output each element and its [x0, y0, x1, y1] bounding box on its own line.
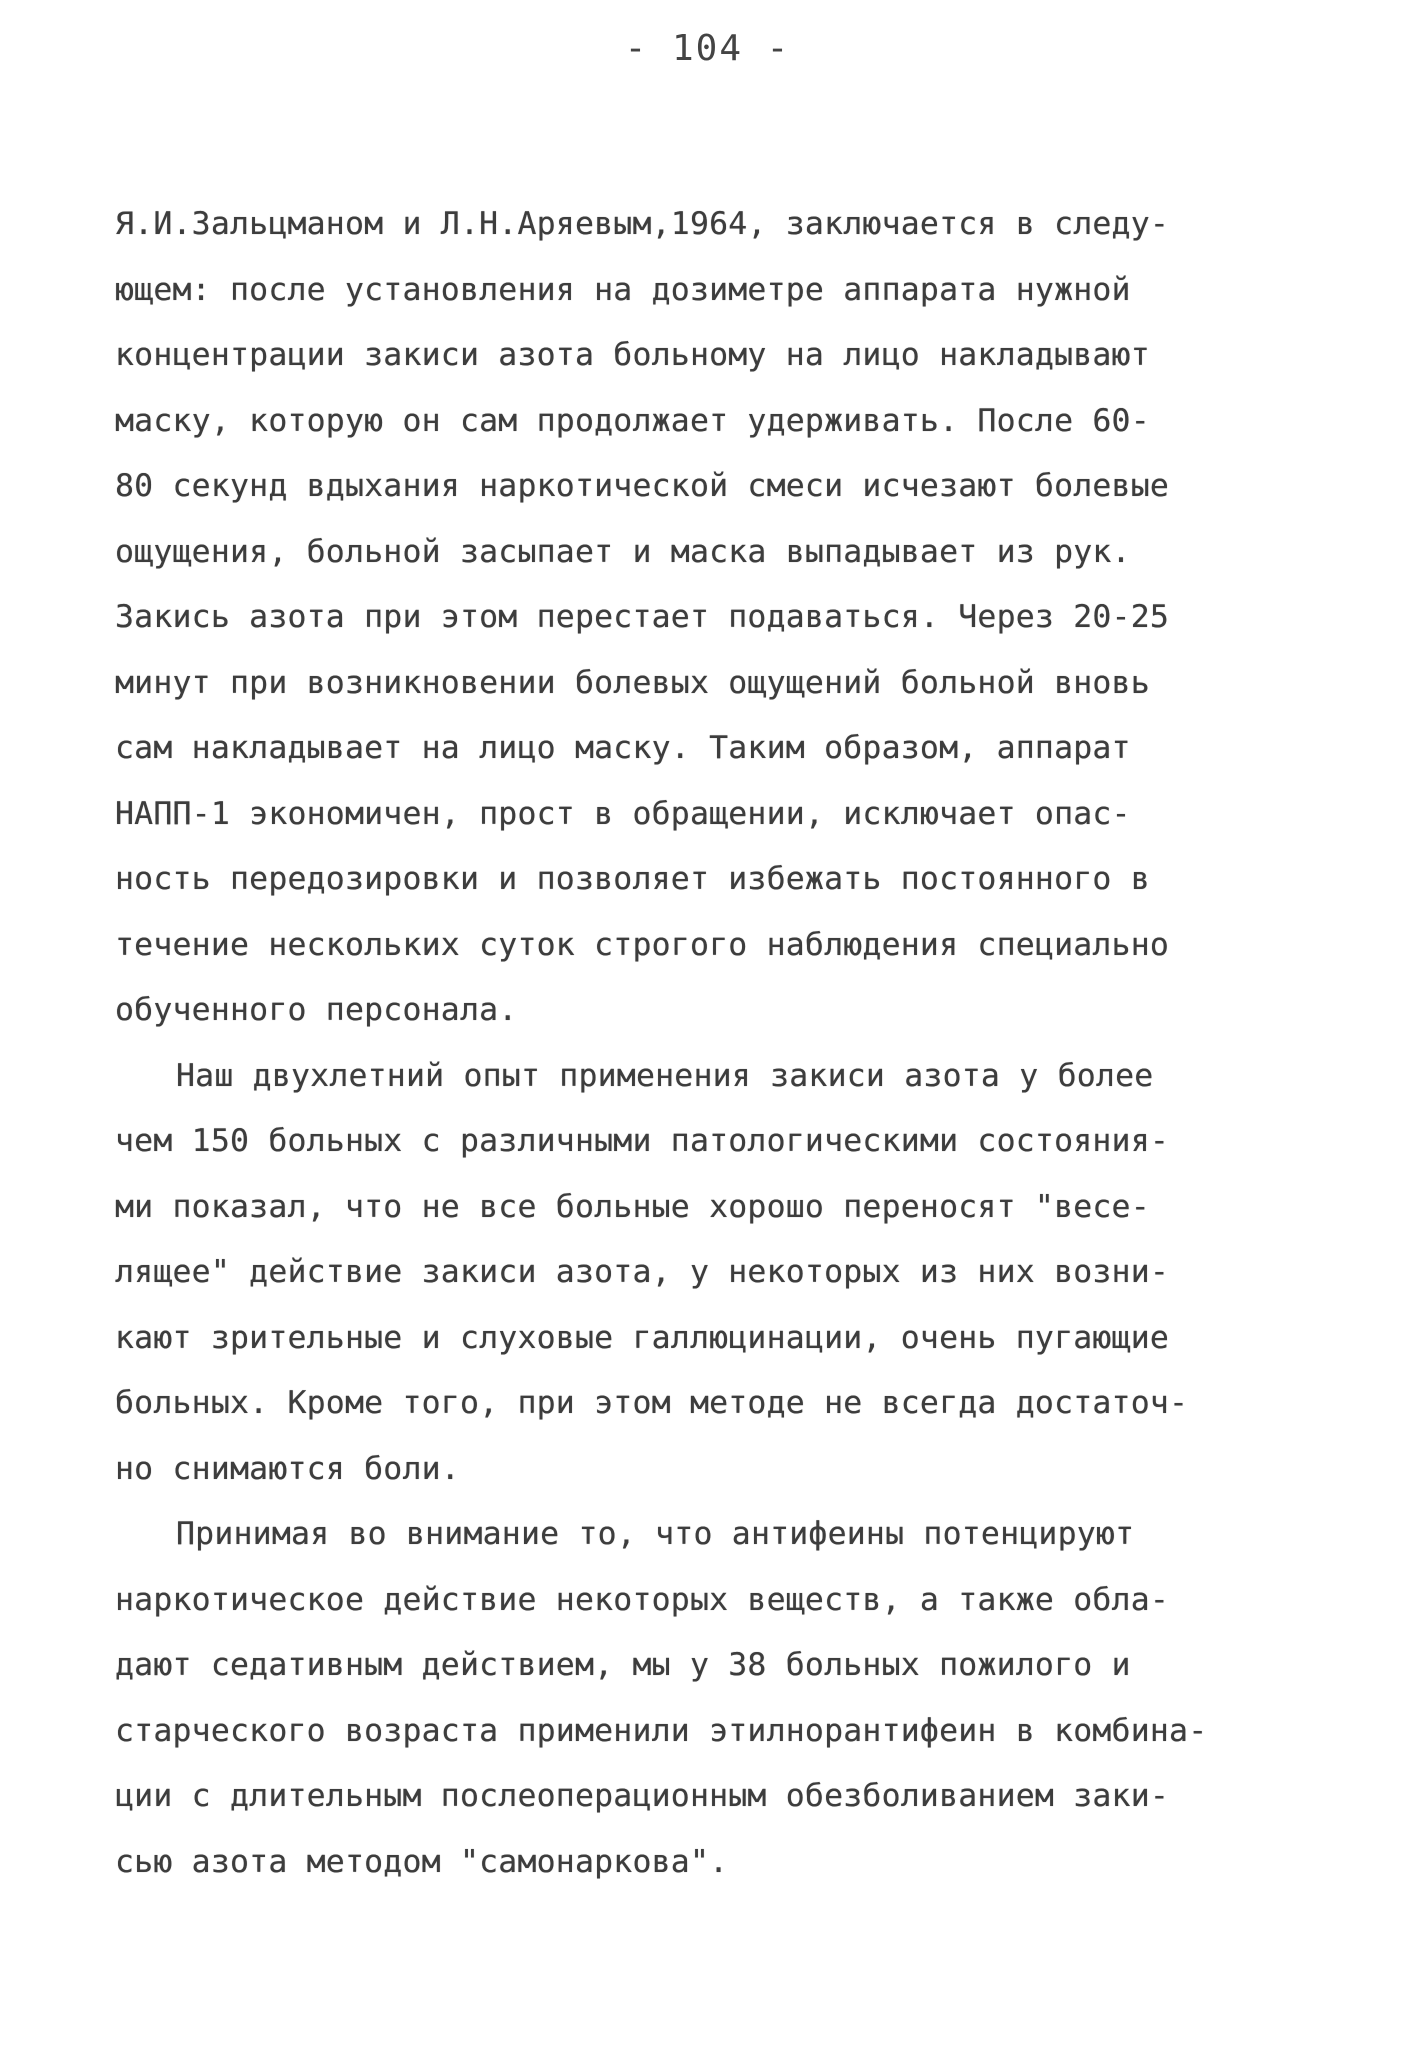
- text-line: ность передозировки и позволяет избежать постоянного в: [115, 861, 1150, 897]
- paragraph: [115, 1044, 1325, 1503]
- text-line: ощущения, больной засыпает и маска выпадывает из рук.: [115, 533, 1131, 570]
- text-line: маску, которую он сам продолжает удерживать. После 60-: [115, 402, 1150, 439]
- paragraph: [115, 1502, 1325, 1895]
- text-line: старческого возраста применили этилнорантифеин в комбина-: [115, 1712, 1208, 1749]
- text-line: лящее" действие закиси азота, у некоторых из них возни-: [115, 1254, 1170, 1290]
- text-line: чем 150 больных с различными патологическими состояния-: [115, 1123, 1170, 1159]
- text-line: больных. Кроме того, при этом методе не всегда достаточ-: [115, 1385, 1189, 1421]
- text-line: течение нескольких суток строгого наблюдения специально: [115, 926, 1170, 963]
- text-line: обученного персонала.: [115, 992, 518, 1028]
- paragraph: [115, 192, 1325, 1044]
- text-line: сью азота методом "самонаркова".: [115, 1843, 729, 1880]
- text-line: ции с длительным послеоперационным обезболиванием заки-: [115, 1778, 1170, 1814]
- text-line: но снимаются боли.: [115, 1450, 460, 1487]
- text-line: сам накладывает на лицо маску. Таким образом, аппарат: [115, 730, 1131, 766]
- body-text: [115, 192, 1325, 1895]
- text-line: Закись азота при этом перестает подаваться. Через 20-25: [115, 599, 1170, 635]
- text-line: ющем: после установления на дозиметре аппарата нужной: [115, 271, 1131, 308]
- text-line: минут при возникновении болевых ощущений больной вновь: [115, 664, 1150, 701]
- text-line: концентрации закиси азота больному на лицо накладывают: [115, 337, 1150, 373]
- text-line: 80 секунд вдыхания наркотической смеси исчезают болевые: [115, 468, 1170, 504]
- text-line: дают седативным действием, мы у 38 больных пожилого и: [115, 1647, 1131, 1683]
- text-line: Я.И.Зальцманом и Л.Н.Аряевым,1964, заключается в следу-: [115, 206, 1170, 242]
- text-line: Принимая во внимание то, что антифеины потенцируют: [176, 1516, 1135, 1552]
- text-line: Наш двухлетний опыт применения закиси азота у более: [176, 1057, 1154, 1094]
- text-line: ми показал, что не все больные хорошо переносят "весе-: [115, 1188, 1150, 1225]
- text-line: наркотическое действие некоторых веществ, а также обла-: [115, 1581, 1170, 1618]
- text-line: НАПП-1 экономичен, прост в обращении, исключает опас-: [115, 795, 1131, 832]
- page-number: - 104 -: [624, 28, 791, 69]
- text-line: кают зрительные и слуховые галлюцинации, очень пугающие: [115, 1319, 1170, 1356]
